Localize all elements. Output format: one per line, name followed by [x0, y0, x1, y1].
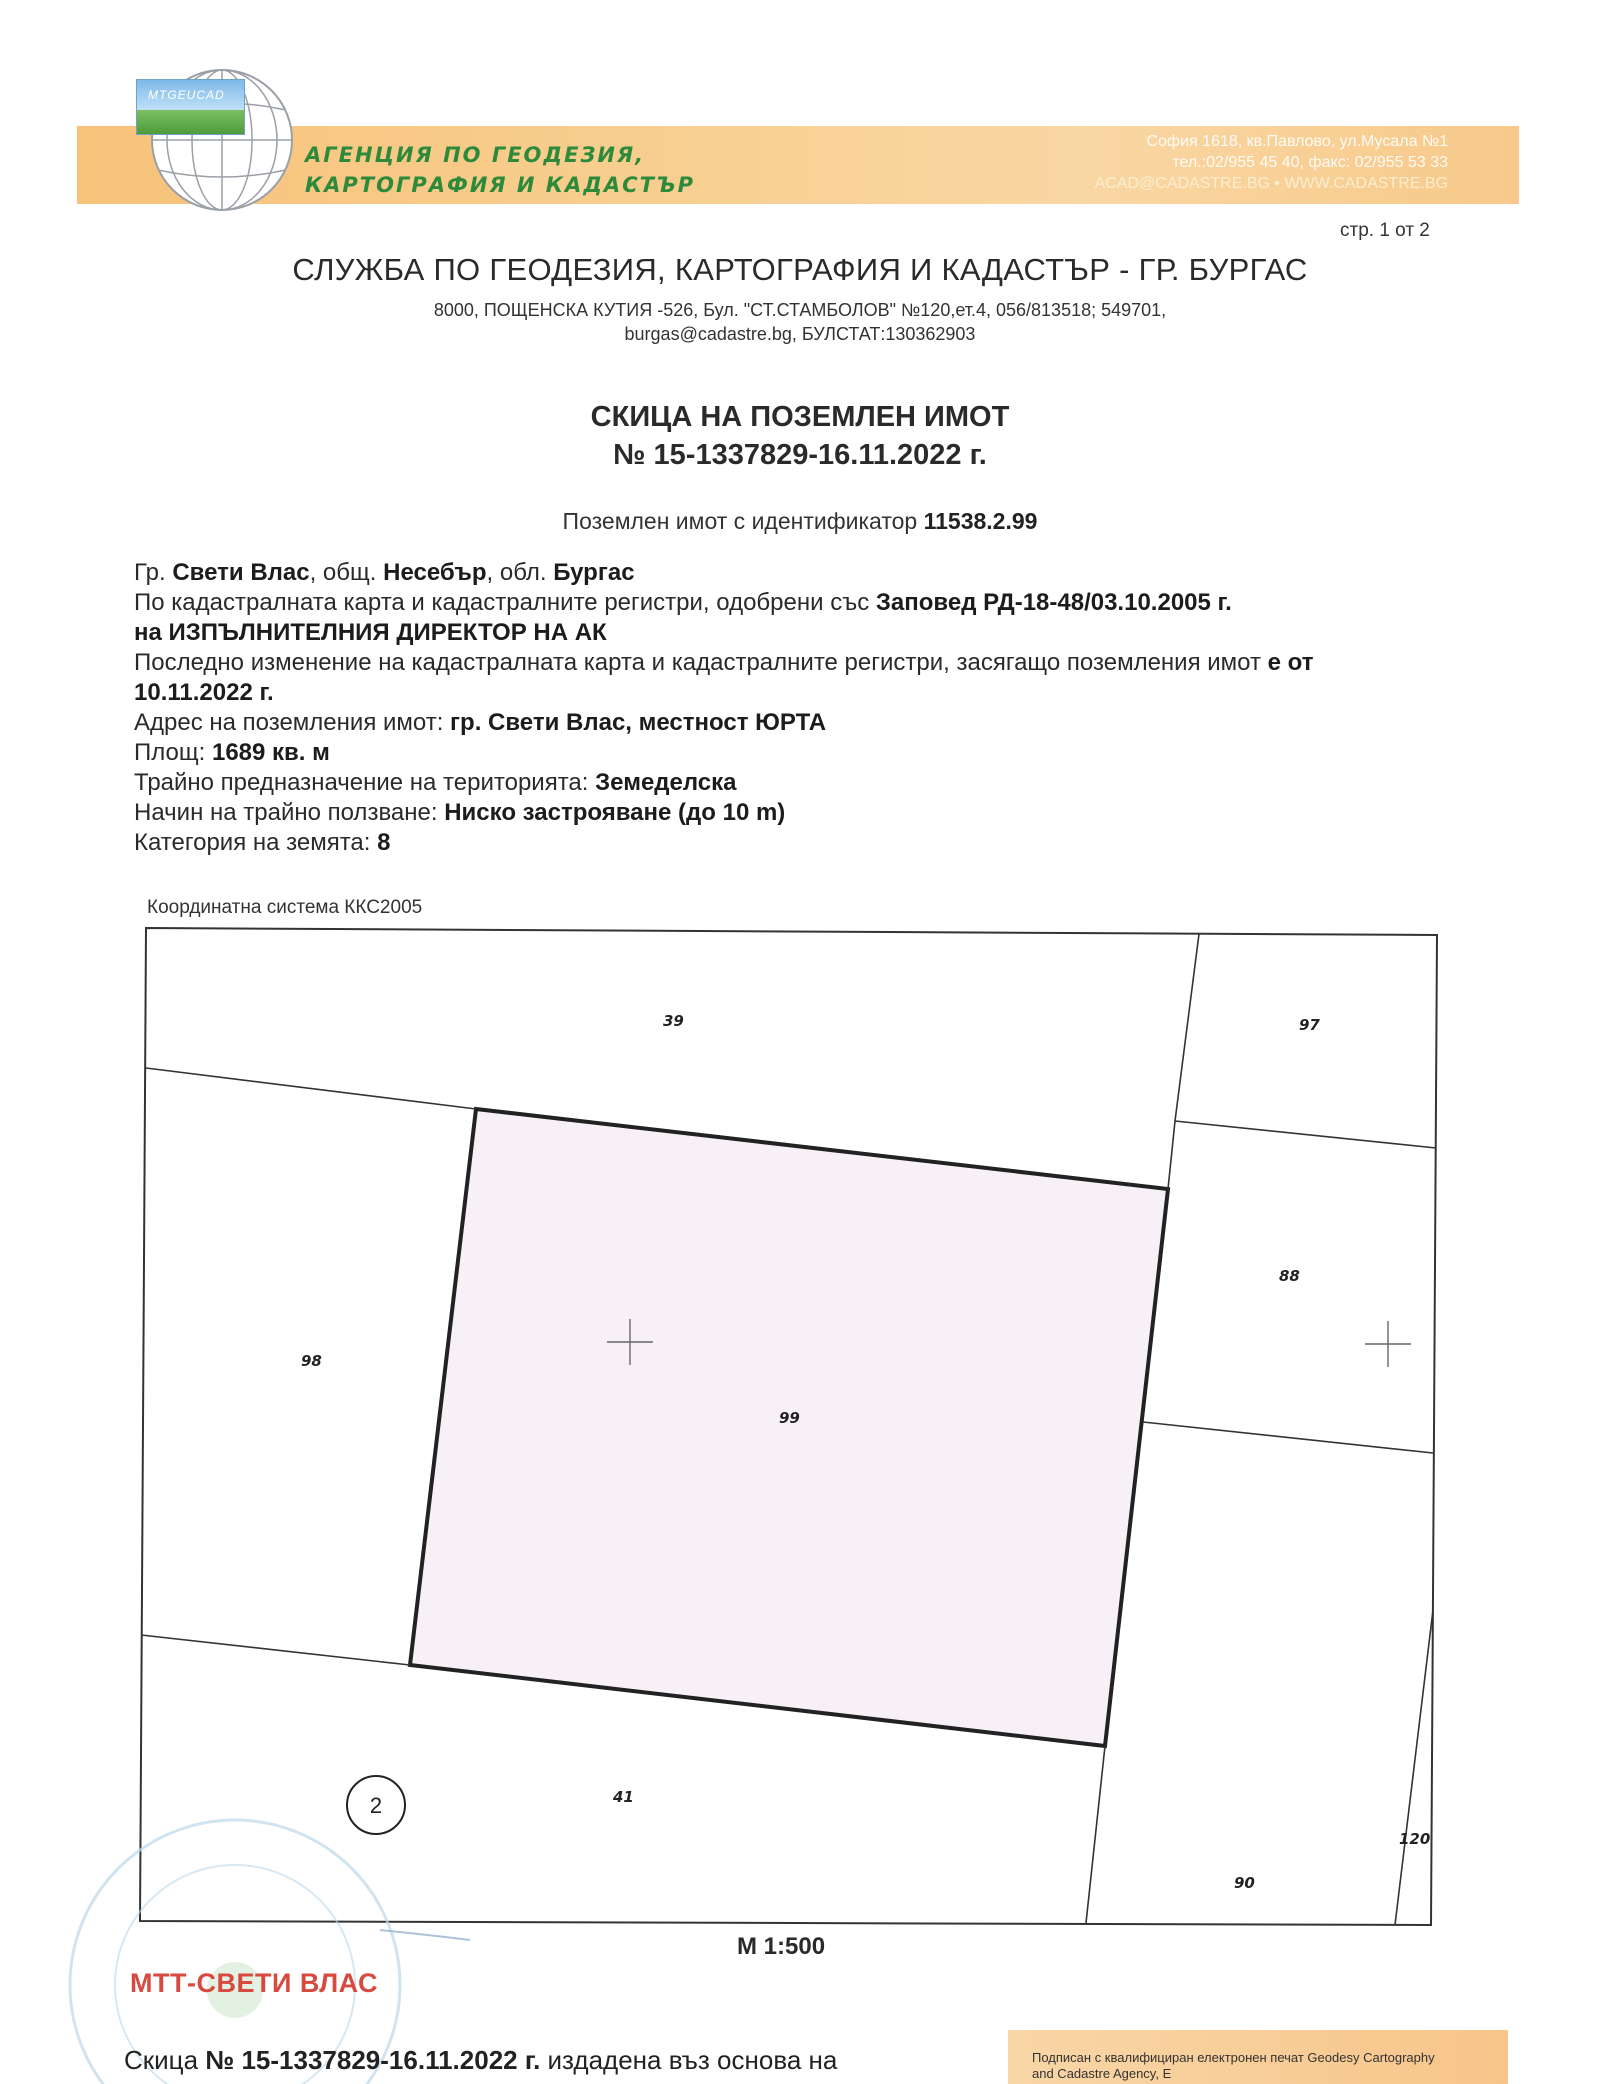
electronic-seal-note	[1032, 2050, 1502, 2082]
parcel-label-120: 120	[1399, 1830, 1431, 1848]
location-prefix: Гр.	[134, 559, 166, 586]
usage-label: Начин на трайно ползване:	[134, 799, 438, 826]
approval-prefix: По кадастралната карта и кадастралните регистри, одобрени със	[134, 589, 870, 616]
parcel-label-39: 39	[663, 1012, 684, 1030]
identifier-value: 11538.2.99	[923, 508, 1038, 534]
last-change-suffix: е от	[1267, 649, 1314, 676]
identifier-label: Поземлен имот с идентификатор	[562, 508, 918, 534]
parcel-label-41: 41	[613, 1788, 634, 1806]
seal-line1: Подписан с квалифициран електронен печат Geodesy Cartography	[1032, 2050, 1435, 2065]
area-label: Площ:	[134, 739, 206, 766]
category-value: 8	[377, 829, 391, 856]
municipality: Несебър	[383, 559, 487, 586]
usage-value: Ниско застрояване (до 10 m)	[444, 799, 786, 826]
area-value: 1689 кв. м	[211, 739, 330, 766]
coordinate-system-label: Координатна система ККС2005	[147, 897, 423, 918]
address-value: гр. Свети Влас, местност ЮРТА	[450, 709, 827, 736]
region: Бургас	[553, 559, 635, 586]
parcel-label-99: 99	[779, 1409, 800, 1427]
service-address-line1: 8000, ПОЩЕНСКА КУТИЯ -526, Бул. "СТ.СТАМБОЛОВ" №120,ет.4, 056/813518; 549701,	[433, 300, 1167, 320]
town: Свети Влас	[172, 559, 310, 586]
parcel-label-98: 98	[301, 1352, 322, 1370]
stamp-text: МТТ-СВЕТИ ВЛАС	[130, 1968, 378, 1998]
issued-prefix: Скица	[124, 2045, 199, 2075]
agency-address: София 1618, кв.Павлово, ул.Мусала №1	[1146, 133, 1448, 150]
purpose-value: Земеделска	[595, 769, 737, 796]
last-change-date: 10.11.2022 г.	[134, 679, 274, 706]
municipality-prefix: , общ.	[309, 559, 377, 586]
page-number: стр. 1 от 2	[1340, 220, 1430, 241]
agency-web: ACAD@CADASTRE.BG • WWW.CADASTRE.BG	[1094, 175, 1448, 192]
approval-order: Заповед РД-18-48/03.10.2005 г.	[875, 589, 1232, 616]
agency-name-line2: КАРТОГРАФИЯ И КАДАСТЪР	[305, 173, 696, 197]
issued-note	[124, 2045, 837, 2076]
document-title-line1: СКИЦА НА ПОЗЕМЛЕН ИМОТ	[590, 401, 1010, 433]
purpose-label: Трайно предназначение на територията:	[134, 769, 589, 796]
parcel-label-90: 90	[1234, 1874, 1255, 1892]
agency-name-line1: АГЕНЦИЯ ПО ГЕОДЕЗИЯ,	[305, 143, 646, 167]
issued-number: № 15-1337829-16.11.2022 г.	[205, 2045, 541, 2075]
map-scale: М 1:500	[737, 1933, 826, 1960]
agency-phone: тел.:02/955 45 40, факс: 02/955 53 33	[1172, 154, 1448, 171]
region-prefix: , обл.	[486, 559, 547, 586]
address-label: Адрес на поземления имот:	[134, 709, 444, 736]
category-label: Категория на земята:	[134, 829, 371, 856]
service-address-line2: burgas@cadastre.bg, БУЛСТАТ:130362903	[624, 324, 976, 344]
agency-logo-text: MTGEUCAD	[148, 88, 225, 102]
last-change-prefix: Последно изменение на кадастралната карта и кадастралните регистри, засягащо поземления имот	[134, 649, 1261, 676]
parcel-label-97: 97	[1299, 1016, 1320, 1034]
block-marker-label: 2	[369, 1793, 383, 1818]
service-title: СЛУЖБА ПО ГЕОДЕЗИЯ, КАРТОГРАФИЯ И КАДАСТЪР - ГР. БУРГАС	[292, 252, 1308, 287]
approval-authority: на ИЗПЪЛНИТЕЛНИЯ ДИРЕКТОР НА АК	[134, 619, 607, 646]
document-number: № 15-1337829-16.11.2022 г.	[613, 439, 987, 471]
seal-line2: and Cadastre Agency, E	[1032, 2066, 1172, 2081]
parcel-label-88: 88	[1279, 1267, 1300, 1285]
issued-suffix: издадена въз основа на	[547, 2045, 838, 2075]
